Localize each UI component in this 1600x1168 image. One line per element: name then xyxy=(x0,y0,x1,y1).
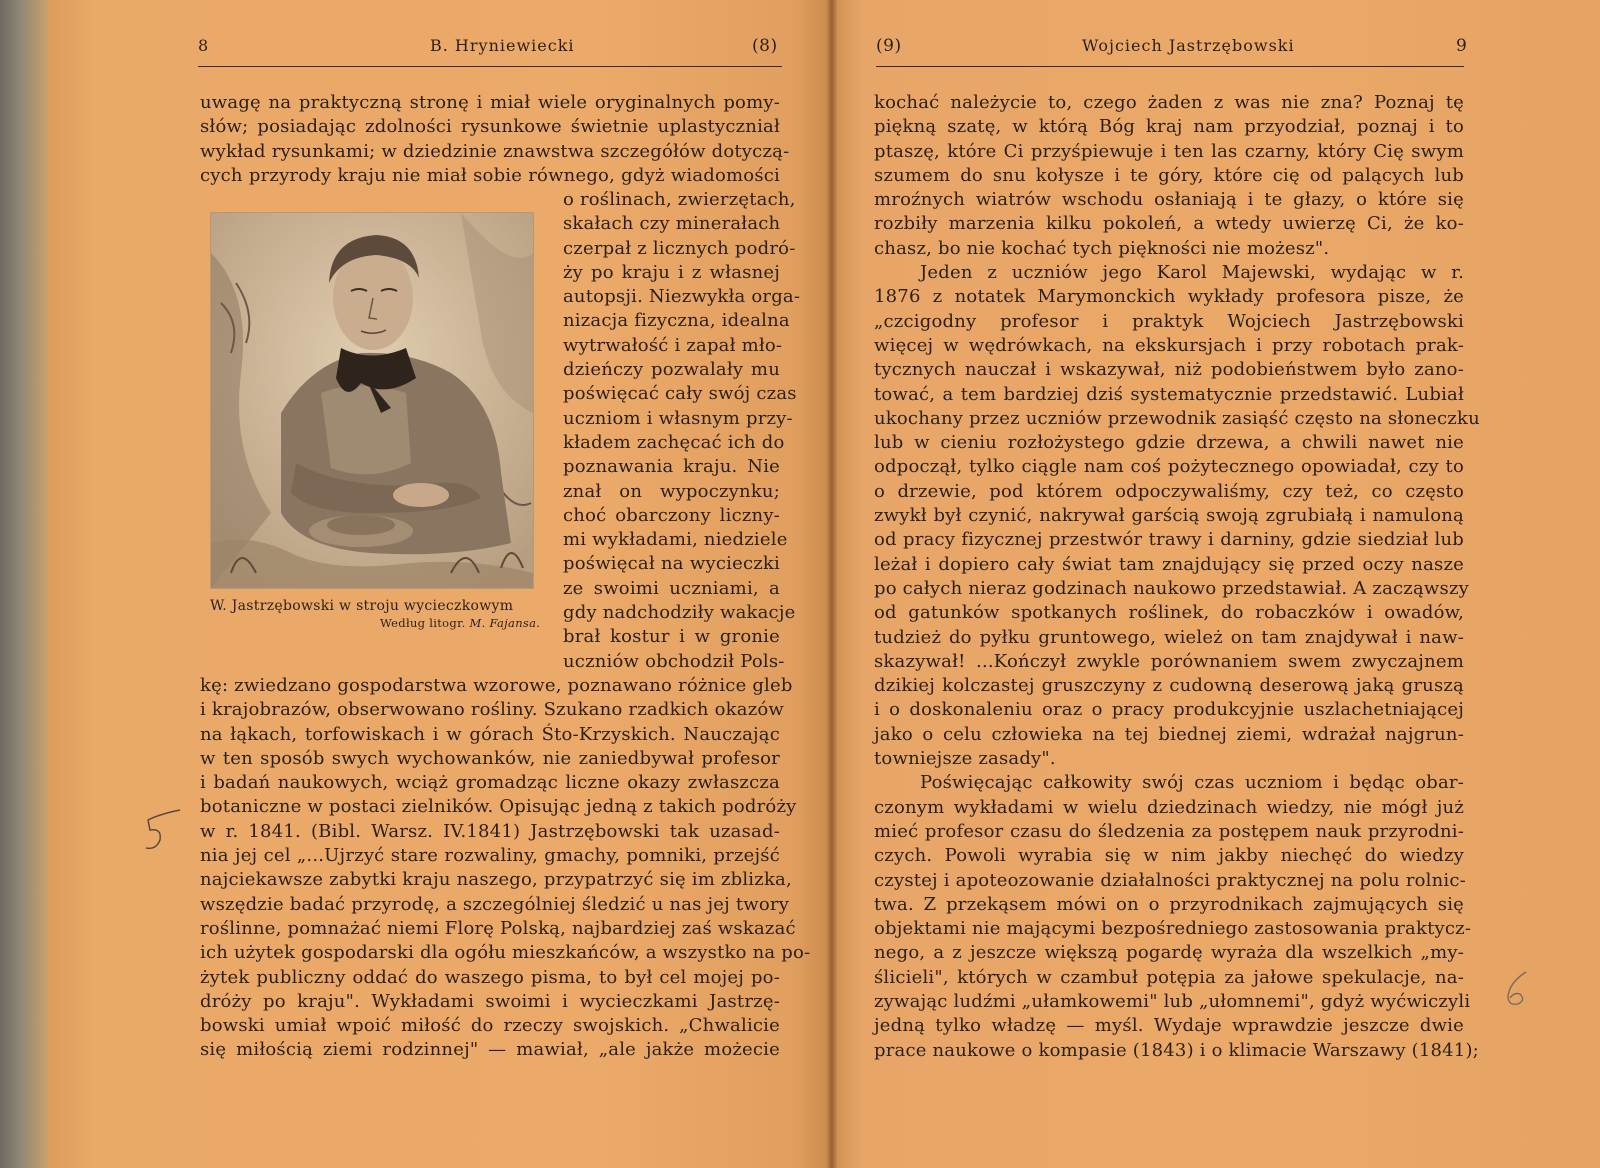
text-line: uczniom i własnym przy- xyxy=(563,407,793,429)
text-line: szumem do snu kołysze i te góry, które cię od palących lub xyxy=(874,164,1464,186)
text-line: tycznych nauczał i wskazywał, niż podobieństwem było zano- xyxy=(874,359,1464,381)
text-line: czych. Powoli wyrabia się w nim jakby niechęć do wiedzy xyxy=(874,845,1464,867)
text-line: od gatunków spotkanych roślinek, do robaczków i owadów, xyxy=(874,602,1464,624)
text-line: ich użytek gospodarski dla ogółu mieszkańców, a wszystko na po- xyxy=(200,942,811,964)
portrait-caption: W. Jastrzębowski w stroju wycieczkowym xyxy=(210,598,514,614)
text-line: czystej i apoteozowanie działalności praktycznej na polu rolnic- xyxy=(874,869,1466,891)
text-line: mroźnych wiatrów wschodu osłaniają i te głazy, o które się xyxy=(874,189,1464,211)
text-line: leżał i dopiero cały świat tam znajdujący się przed oczy nasze xyxy=(874,553,1464,575)
pencil-annotation-right xyxy=(1500,968,1540,1012)
text-line: ze swoimi uczniami, a xyxy=(563,577,780,599)
text-line: kładem zachęcać ich do xyxy=(563,431,785,453)
text-line: zwykł był czynić, nakrywał garścią swoją zgrubiałą i namuloną xyxy=(874,505,1464,527)
text-line: „czcigodny profesor i praktyk Wojciech Jastrzębowski xyxy=(874,310,1464,332)
text-line: gdy nadchodziły wakacje xyxy=(563,602,796,624)
text-line: jedną tylko władzę — myśl. Wydaje wprawdzie jeszcze dwie xyxy=(874,1015,1464,1037)
pencil-mark-icon xyxy=(140,806,190,856)
left-page-number: 8 xyxy=(198,36,209,55)
text-line: słów; posiadając zdolności rysunkowe świetnie uplastyczniał xyxy=(200,116,780,138)
text-line: dróży po kraju". Wykładami swoimi i wycieczkami Jastrzę- xyxy=(200,990,780,1012)
text-line: Poświęcając całkowity swój czas uczniom i będąc obar- xyxy=(920,772,1464,794)
text-line: poświęcać cały swój czas xyxy=(563,383,797,405)
right-header-rule xyxy=(876,66,1464,67)
right-running-title: Wojciech Jastrzębowski xyxy=(1082,36,1295,55)
text-line: twa. Z przekąsem mówi on o przyrodnikach zajmujących się xyxy=(874,893,1464,915)
portrait-illustration xyxy=(210,212,534,589)
text-line: więcej w wędrówkach, na ekskursjach i przy robotach prak- xyxy=(874,334,1464,356)
book-gutter xyxy=(826,0,838,1168)
text-line: autopsji. Niezwykła orga- xyxy=(563,286,801,308)
text-line: nia jej cel „...Ujrzyć stare rozwaliny, gmachy, pomniki, przejść xyxy=(200,845,780,867)
text-line: cych przyrody kraju nie miał sobie równego, gdyż wiadomości xyxy=(200,164,780,186)
text-line: znał on wypoczynku; xyxy=(563,480,780,502)
text-line: botaniczne w postaci zielników. Opisując jedną z takich podróży xyxy=(200,796,797,818)
text-line: ślicieli", których w czambuł potępia za jałowe spekulacje, na- xyxy=(874,966,1464,988)
text-line: w ten sposób swych wychowanków, nie zaniedbywał profesor xyxy=(200,747,780,769)
text-line: czonym wykładami w wielu dziedzinach wiedzy, nie mógł już xyxy=(874,796,1464,818)
text-line: się miłością ziemi rodzinnej" — mawiał, „ale jakże możecie xyxy=(200,1039,780,1061)
text-line: wytrwałość i zapał mło- xyxy=(563,334,783,356)
text-line: od pracy fizycznej przestwór trawy i darniny, gdzie siedział lub xyxy=(874,529,1464,551)
text-line: poznawania kraju. Nie xyxy=(563,456,780,478)
text-line: dzieńczy pozwalały mu xyxy=(563,359,780,381)
text-line: o roślinach, zwierzętach, xyxy=(563,189,796,210)
left-running-title: B. Hryniewiecki xyxy=(430,36,575,55)
text-line: towniejsze zasady". xyxy=(874,748,1056,770)
left-bottom-paragraph xyxy=(200,674,811,1063)
right-page-number: 9 xyxy=(1456,36,1468,56)
text-line: skałach czy minerałach xyxy=(563,213,781,235)
left-side-column xyxy=(563,188,801,674)
text-line: tudzież do pyłku gruntowego, wieleż on tam znajdywał i naw- xyxy=(874,626,1464,648)
text-line: skazywał! ...Kończył zwykle porównaniem swem zwyczajnem xyxy=(874,650,1464,672)
text-line: nizacja fizyczna, idealna xyxy=(563,310,790,332)
text-line: brał kostur i w gronie xyxy=(563,626,780,648)
left-top-paragraph xyxy=(200,91,790,188)
text-line: 1876 z notatek Marymonckich wykłady profesora pisze, że xyxy=(874,286,1464,308)
text-line: mi wykładami, niedziele xyxy=(563,529,788,551)
text-line: choć obarczony liczny- xyxy=(563,504,780,526)
text-line: uczniów obchodził Pols- xyxy=(563,650,785,672)
text-line: dzikiej kolczastej gruszczyny z cudowną deserową jaką gruszą xyxy=(874,675,1464,697)
text-line: prace naukowe o kompasie (1843) i o klimacie Warszawy (1841); xyxy=(874,1039,1479,1061)
text-line: kę: zwiedzano gospodarstwa wzorowe, poznawano różnice gleb xyxy=(200,675,793,696)
text-line: wykład rysunkami; w dziedzinie znawstwa szczegółów dotyczą- xyxy=(200,140,790,162)
pencil-mark-icon xyxy=(1500,968,1540,1012)
right-page-text xyxy=(874,91,1480,1063)
text-line: najciekawsze zabytki kraju naszego, przypatrzyć się im zblizka, xyxy=(200,869,792,891)
text-line: lub w cieniu rozłożystego gdzie drzewa, a chwili nawet nie xyxy=(874,432,1464,454)
text-line: objektami nie mającymi bezpośredniego zastosowania praktycz- xyxy=(874,918,1472,940)
text-line: bowski umiał wpoić miłość do rzeczy swojskich. „Chwalicie xyxy=(200,1015,780,1037)
portrait-lithograph-image xyxy=(211,213,533,588)
book-edge xyxy=(0,0,48,1168)
credit-prefix: Według litogr. xyxy=(380,616,466,630)
text-line: wszędzie badać przyrodę, a szczególniej śledzić u nas jej twory xyxy=(200,893,790,915)
text-line: kochać należycie to, czego żaden z was nie zna? Poznaj tę xyxy=(874,92,1464,113)
text-line: ptaszę, które Ci przyśpiewuje i ten las czarny, który Cię swym xyxy=(874,140,1464,162)
text-line: ukochany przez uczniów przewodnik zasiąść często na słoneczku xyxy=(874,407,1480,429)
credit-author: M. Fajansa. xyxy=(469,616,541,630)
text-line: na łąkach, torfowiskach i w górach Śto-Krzyskich. Nauczając xyxy=(200,723,780,745)
text-line: piękną szatę, w którą Bóg kraj nam przyodział, poznaj i to xyxy=(874,116,1464,138)
text-line: żytek publiczny oddać do waszego pisma, to był cel mojej po- xyxy=(200,966,780,988)
pencil-annotation-left xyxy=(140,806,190,856)
text-line: tować, a tem bardziej dziś systematycznie przedstawić. Lubiał xyxy=(874,383,1464,405)
text-line: odpoczął, tylko ciągle nam coś pożytecznego opowiadał, czy to xyxy=(874,456,1464,478)
text-line: i krajobrazów, obserwowano rośliny. Szukano rzadkich okazów xyxy=(200,699,785,721)
right-section-number: (9) xyxy=(876,36,902,56)
text-line: po całych nieraz godzinach naukowo przedstawiał. A zacząwszy xyxy=(874,577,1469,599)
text-line: rozbiły marzenia kilku pokoleń, a wtedy uwierzę Ci, że ko- xyxy=(874,213,1464,235)
text-line: nego, a z jeszcze większą pogardę wyraża dla wszelkich „my- xyxy=(874,942,1464,964)
text-line: o drzewie, pod którem odpoczywaliśmy, czy też, co często xyxy=(874,480,1464,502)
text-line: zywając ludźmi „ułamkowemi" lub „ułomnemi", gdyż wyćwiczyli xyxy=(874,990,1471,1012)
left-section-number: (8) xyxy=(752,36,778,56)
text-line: uwagę na praktyczną stronę i miał wiele oryginalnych pomy- xyxy=(200,92,780,113)
text-line: jako o celu człowieka na tej biednej ziemi, wdrażał najgrun- xyxy=(874,723,1464,745)
left-header-rule xyxy=(198,66,782,67)
text-line: poświęcał na wycieczki xyxy=(563,553,780,575)
portrait-credit xyxy=(380,616,540,630)
text-line: w r. 1841. (Bibl. Warsz. IV.1841) Jastrzębowski tak uzasad- xyxy=(200,820,780,842)
text-line: roślinne, pomnażać niemi Florę Polską, najbardziej zaś wskazać xyxy=(200,917,796,939)
text-line: Jeden z uczniów jego Karol Majewski, wydając w r. xyxy=(920,262,1464,284)
text-line: ży po kraju i z własnej xyxy=(563,261,780,283)
text-line: mieć profesor czasu do śledzenia za postępem nauk przyrodni- xyxy=(874,820,1464,842)
text-line: i o doskonaleniu oraz o pracy produkcyjnie uszlachetniającej xyxy=(874,699,1464,721)
text-line: i badań naukowych, wciąż gromadząc liczne okazy zwłaszcza xyxy=(200,772,780,794)
text-line: czerpał z licznych podró- xyxy=(563,237,796,259)
text-line: chasz, bo nie kochać tych piękności nie możesz". xyxy=(874,237,1330,259)
